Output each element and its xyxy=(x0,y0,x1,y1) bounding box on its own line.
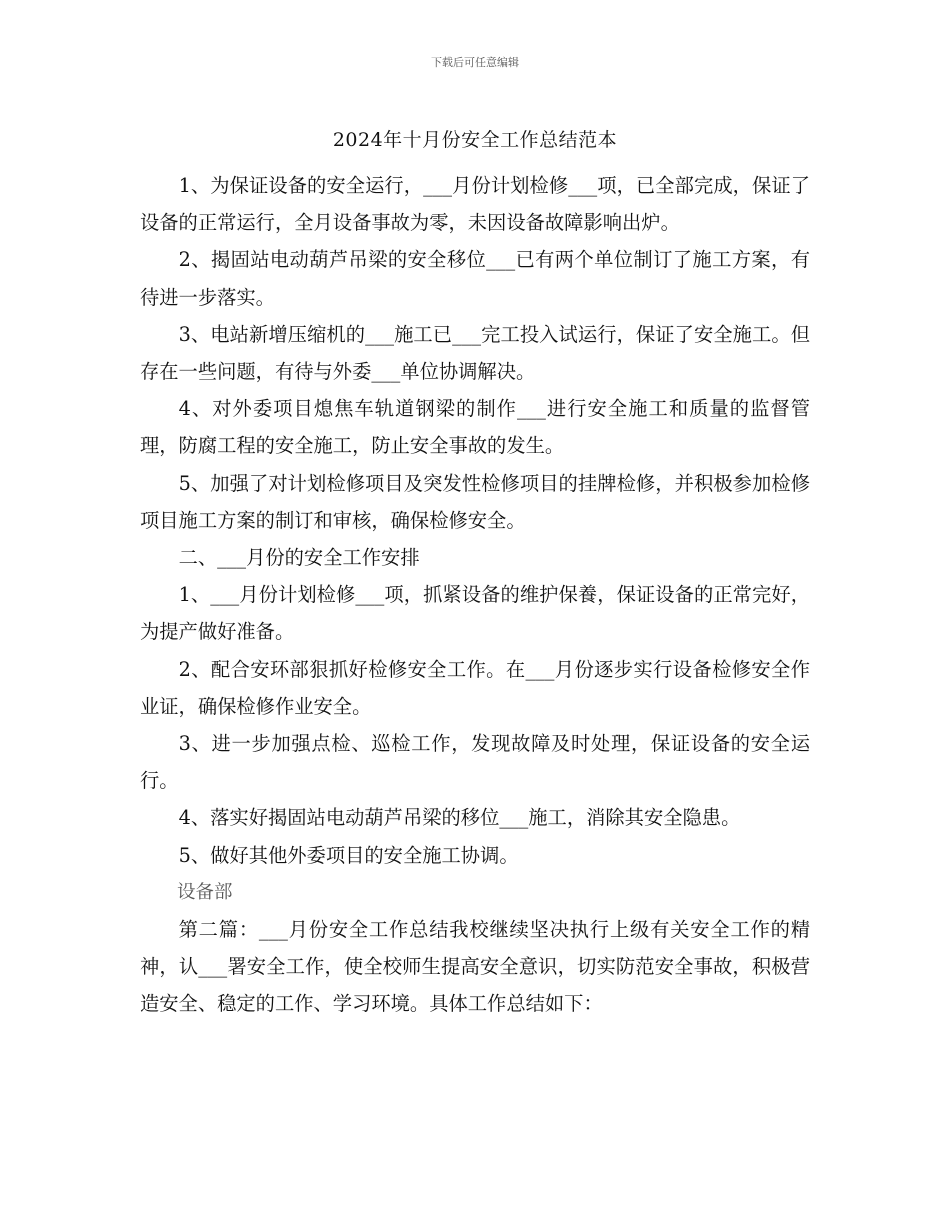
paragraph-5: 5、加强了对计划检修项目及突发性检修项目的挂牌检修，并积极参加检修项目施工方案的制订和审核，确保检修安全。 xyxy=(140,471,810,532)
plan-item-5: 5、做好其他外委项目的安全施工协调。 xyxy=(178,843,519,867)
part-two-paragraph: 第二篇：___月份安全工作总结我校继续坚决执行上级有关安全工作的精神，认___署安全工作，使全校师生提高安全意识，切实防范安全事故，积极营造安全、稳定的工作、学习环境。具体工作总结如下： xyxy=(140,918,810,1016)
paragraph-4: 4、对外委项目熄焦车轨道钢梁的制作___进行安全施工和质量的监督管理，防腐工程的安全施工，防止安全事故的发生。 xyxy=(140,397,810,458)
paragraph-3: 3、电站新增压缩机的___施工已___完工投入试运行，保证了安全施工。但存在一些问题，有待与外委___单位协调解决。 xyxy=(140,322,810,384)
plan-item-2: 2、配合安环部狠抓好检修安全工作。在___月份逐步实行设备检修安全作业证，确保检修作业安全。 xyxy=(140,657,810,718)
paragraph-2: 2、揭固站电动葫芦吊梁的安全移位___已有两个单位制订了施工方案，有待进一步落实。 xyxy=(140,248,810,309)
paragraph-1: 1、为保证设备的安全运行，___月份计划检修___项，已全部完成，保证了设备的正常运行，全月设备事故为零，未因设备故障影响出炉。 xyxy=(140,174,810,235)
section-heading-2: 二、___月份的安全工作安排 xyxy=(178,546,420,570)
plan-item-1: 1、___月份计划检修___项，抓紧设备的维护保養，保证设备的正常完好，为提产做好准备。 xyxy=(140,583,810,644)
document-body xyxy=(140,167,810,1023)
plan-item-3: 3、进一步加强点检、巡检工作，发现故障及时处理，保证设备的安全运行。 xyxy=(140,732,810,793)
signature: 设备部 xyxy=(177,881,233,903)
plan-item-4: 4、落实好揭固站电动葫芦吊梁的移位___施工，消除其安全隐患。 xyxy=(178,806,741,830)
download-note: 下载后可任意编辑 xyxy=(431,56,519,69)
document-title: 2024年十月份安全工作总结范本 xyxy=(332,129,618,151)
